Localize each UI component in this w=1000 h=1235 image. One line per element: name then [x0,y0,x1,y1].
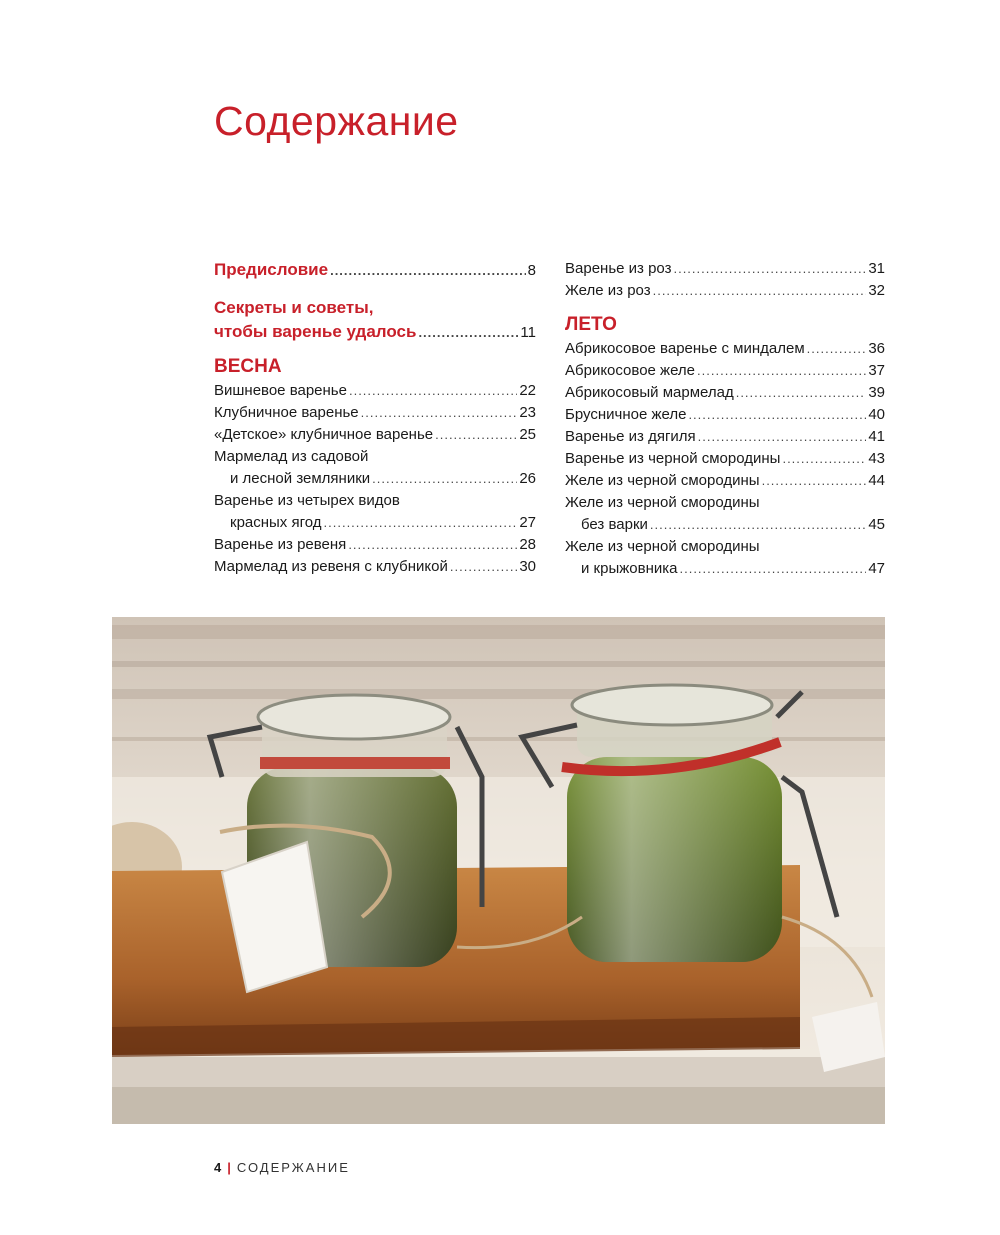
toc-entry-page: 37 [868,362,885,379]
toc-entry-page: 26 [519,470,536,487]
toc-entry [565,280,885,302]
toc-entry-label: красных ягод [230,514,322,531]
toc-entry-preface [214,258,536,282]
dot-leader [330,259,526,283]
dot-leader [688,404,866,426]
toc-entry-line1 [565,492,885,514]
toc-entry [214,380,536,402]
toc-entry-label: Клубничное варенье [214,404,359,421]
dot-leader [697,360,866,382]
toc-entry-label: Варенье из четырех видов [214,492,400,509]
toc-entry-page: 22 [519,382,536,399]
dot-leader [450,556,517,578]
dot-leader [736,382,867,404]
toc-entry [214,556,536,578]
toc-entry-page: 44 [868,472,885,489]
dot-leader [762,470,867,492]
dot-leader [650,514,866,536]
toc-entry [214,512,536,534]
toc-entry-label: Мармелад из садовой [214,448,369,465]
toc-entry-page: 27 [519,514,536,531]
jam-jars-photo [112,617,885,1124]
toc-entry-label: Варенье из ревеня [214,536,347,553]
jam-jars-illustration [112,617,885,1124]
footer-separator: | [227,1160,233,1175]
dot-leader [782,448,866,470]
toc-entry-label: Абрикосовый мармелад [565,384,734,401]
toc-entry [214,534,536,556]
toc-entry-label: и крыжовника [581,560,678,577]
toc-entry-label: «Детское» клубничное варенье [214,426,434,443]
toc-entry-label: Абрикосовое варенье с миндалем [565,340,805,357]
toc-entry-secrets-line1 [214,296,536,320]
toc-entry-page: 41 [868,428,885,445]
dot-leader [349,380,517,402]
toc-entry-label: Желе из черной смородины [565,494,760,511]
toc-entry [565,404,885,426]
toc-entry-page: 30 [519,558,536,575]
page-title: Содержание [214,98,459,144]
toc-entry-label: чтобы варенье удалось [214,322,417,341]
toc-entry [565,258,885,280]
dot-leader [435,424,517,446]
toc-entry-label: Желе из роз [565,282,651,299]
dot-leader [679,558,866,580]
toc-entry-page: 47 [868,560,885,577]
toc-entry-page: 8 [527,262,536,279]
toc-entry [565,360,885,382]
toc-entry-page: 25 [519,426,536,443]
dot-leader [372,468,517,490]
page-number: 4 [214,1160,224,1175]
dot-leader [653,280,867,302]
toc-entry-line1 [214,490,536,512]
toc-entry-page: 40 [868,406,885,423]
toc-entry-page: 36 [868,340,885,357]
toc-entry-page: 43 [868,450,885,467]
toc-entry-page: 45 [868,516,885,533]
toc-entry [214,424,536,446]
toc-entry-label: Мармелад из ревеня с клубникой [214,558,448,575]
toc-entry-label: Предисловие [214,260,329,279]
toc-entry-label: Желе из черной смородины [565,472,760,489]
toc-entry-page: 11 [520,324,536,341]
toc-entry-label: Варенье из черной смородины [565,450,781,467]
toc-entry [565,470,885,492]
toc-entry-label: Секреты и советы, [214,298,374,317]
toc-entry-page: 31 [868,260,885,277]
toc-left-column [214,258,536,578]
toc-entry-label: без варки [581,516,648,533]
dot-leader [348,534,517,556]
toc-entry-label: и лесной земляники [230,470,371,487]
toc-right-column [565,258,885,580]
dot-leader [698,426,867,448]
toc-entry [565,426,885,448]
toc-entry-label: Варенье из роз [565,260,672,277]
toc-entry-page: 39 [868,384,885,401]
dot-leader [324,512,518,534]
section-heading-spring: ВЕСНА [214,356,282,377]
toc-entry-label: Варенье из дягиля [565,428,696,445]
toc-entry-label: Вишневое варенье [214,382,347,399]
page-footer [214,1160,350,1175]
toc-entry [565,558,885,580]
footer-section-title: СОДЕРЖАНИЕ [236,1160,350,1175]
dot-leader [807,338,867,360]
toc-entry [565,448,885,470]
toc-entry-secrets [214,320,536,344]
toc-entry-page: 28 [519,536,536,553]
dot-leader [673,258,866,280]
toc-entry [565,382,885,404]
toc-entry-line1 [565,536,885,558]
toc-entry-line1 [214,446,536,468]
toc-entry-page: 23 [519,404,536,421]
toc-entry [214,468,536,490]
toc-entry-label: Брусничное желе [565,406,687,423]
toc-entry-label: Абрикосовое желе [565,362,696,379]
toc-entry [565,514,885,536]
section-heading-summer: ЛЕТО [565,314,617,335]
toc-entry-page: 32 [868,282,885,299]
dot-leader [418,321,518,345]
toc-entry [565,338,885,360]
toc-entry [214,402,536,424]
dot-leader [361,402,518,424]
toc-entry-label: Желе из черной смородины [565,538,760,555]
